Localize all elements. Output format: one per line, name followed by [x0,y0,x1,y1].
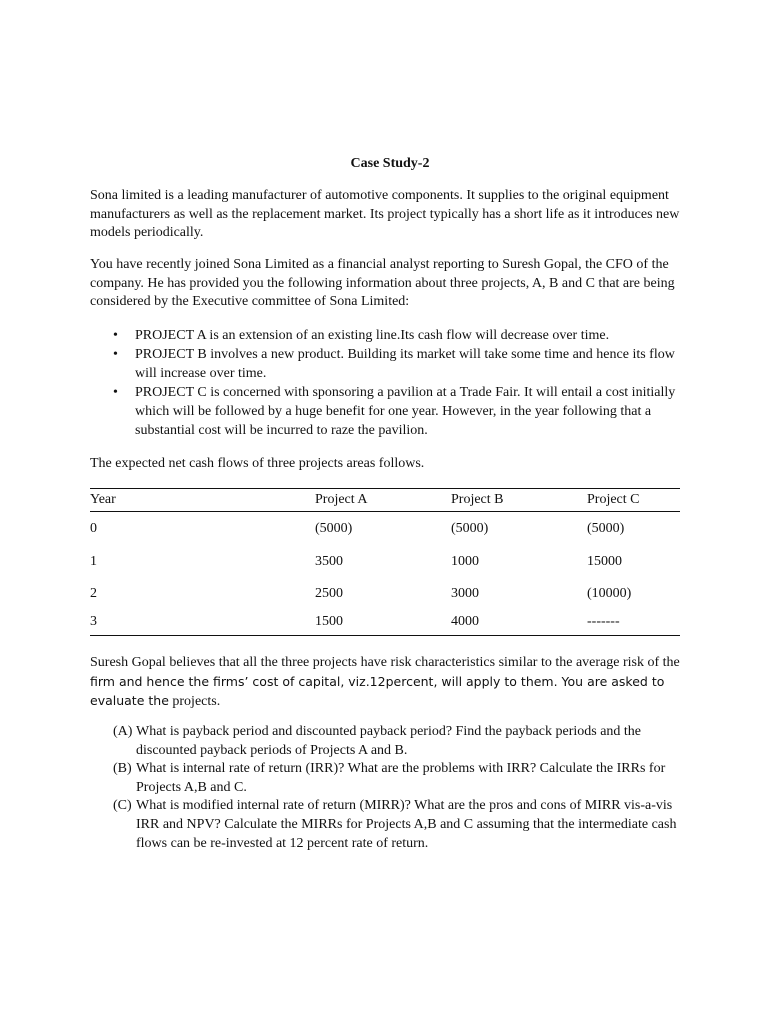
list-item [113,723,680,760]
table-cell: 0 [90,520,97,536]
table-row [90,578,680,610]
table-cell: 3500 [315,553,343,569]
bullet-text: PROJECT A is an extension of an existing line.Its cash flow will decrease over time. [135,328,610,343]
project-bullet-list [90,326,680,440]
table-cell: (5000) [315,520,353,536]
table-cell: 1000 [451,553,479,569]
header-project-c: Project C [587,492,640,507]
page-title: Case Study-2 [350,156,430,171]
question-text: What is payback period and discounted payback period? Find the payback periods and the discounted payback periods of Projects A and B. [136,724,642,758]
evaluation-text-part2: firm and hence the firms’ cost of capital, viz.12percent, will apply to them. You are asked to evaluate the [90,673,665,708]
bullet-text: PROJECT B involves a new product. Building its market will take some time and hence its flow will increase over time. [135,347,675,381]
question-marker: (A) [113,724,133,739]
table-cell: 1 [90,553,97,569]
table-cell: 3000 [451,585,479,601]
table-row [90,512,680,546]
table-cell: 15000 [587,553,622,569]
table-cell: 2 [90,585,97,601]
question-marker: (C) [113,798,132,814]
bullet-icon: • [113,385,118,400]
table-row [90,610,680,636]
cash-flow-table [90,488,680,636]
question-list [113,723,680,853]
evaluation-text-part3: projects. [168,694,221,709]
context-paragraph: You have recently joined Sona Limited as a financial analyst reporting to Suresh Gopal, the CFO of the company. He has provided you the following information about three projects, A, B and C that are being considered by the Executive committee of Sona Limited: [90,257,675,309]
list-item [90,326,680,345]
table-cell: (10000) [587,585,632,601]
question-text: What is internal rate of return (IRR)? What are the problems with IRR? Calculate the IRRs for Projects A,B and C. [136,761,666,795]
table-intro: The expected net cash flows of three projects areas follows. [90,456,425,471]
evaluation-text-part1: Suresh Gopal believes that all the three projects have risk characteristics similar to the average risk of the [90,655,680,670]
list-item [90,383,680,440]
bullet-icon: • [113,328,118,343]
table-cell: ------- [587,614,620,630]
table-cell: 4000 [451,614,479,630]
bullet-icon: • [113,347,118,362]
list-item [113,797,680,853]
question-text: What is modified internal rate of return (MIRR)? What are the pros and cons of MIRR vis-a-vis IRR and NPV? Calculate the MIRRs for Projects A,B and C assuming that the intermediate cash flows can be re-invested at 12 percent rate of return. [136,798,677,851]
header-year: Year [90,492,116,507]
evaluation-paragraph [90,654,680,712]
table-cell: (5000) [451,520,489,536]
table-cell: 1500 [315,614,343,630]
table-row [90,546,680,578]
table-cell: 2500 [315,585,343,601]
question-marker: (B) [113,761,132,777]
intro-paragraph: Sona limited is a leading manufacturer of automotive components. It supplies to the original equipment manufacturers as well as the replacement market. Its project typically has a short life as it introduces new models periodically. [90,188,680,240]
table-cell: (5000) [587,520,625,536]
list-item [90,345,680,383]
header-project-b: Project B [451,492,504,507]
bullet-text: PROJECT C is concerned with sponsoring a pavilion at a Trade Fair. It will entail a cost initially which will be followed by a huge benefit for one year. However, in the year following that a substantial cost will be incurred to raze the pavilion. [135,385,676,438]
table-header-row [90,489,680,512]
header-project-a: Project A [315,492,368,507]
table-cell: 3 [90,614,97,630]
list-item [113,760,680,797]
